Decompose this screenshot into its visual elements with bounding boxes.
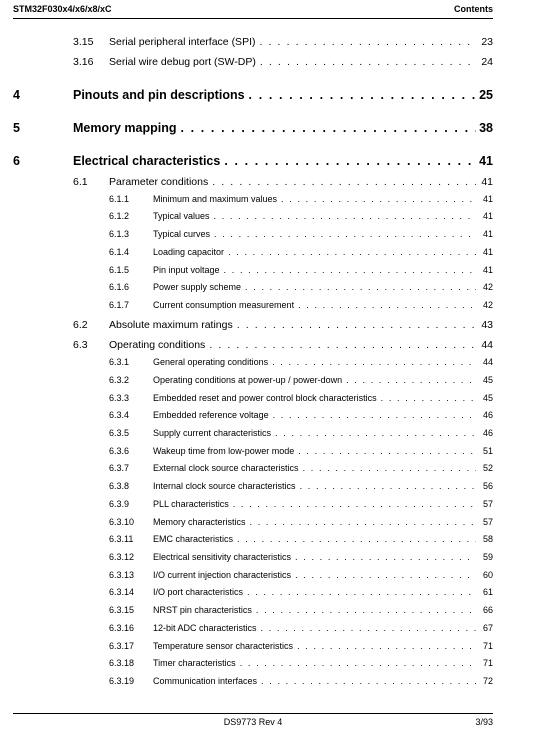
toc-entry[interactable] [0, 229, 534, 243]
dot-leader [298, 300, 476, 310]
toc-entry-page: 46 [482, 428, 493, 438]
toc-entry-number: 3.16 [73, 56, 94, 68]
dot-leader [298, 446, 476, 456]
toc-entry[interactable] [0, 56, 534, 70]
toc-entry-number: 6.3.10 [109, 517, 135, 527]
page-footer [13, 717, 493, 731]
dot-leader [224, 154, 476, 168]
toc-entry-page: 44 [481, 339, 493, 351]
dot-leader [260, 56, 476, 68]
toc-entry-title[interactable]: Pin input voltage [153, 265, 220, 275]
toc-entry-number: 6.3.6 [109, 446, 130, 456]
toc-entry-page: 42 [482, 300, 493, 310]
toc-entry-page: 60 [482, 570, 493, 580]
toc-entry-page: 41 [479, 154, 493, 168]
toc-entry-number: 6.3.4 [109, 410, 130, 420]
toc-entry-title[interactable]: Power supply scheme [153, 282, 242, 292]
toc-entry-page: 46 [482, 410, 493, 420]
dot-leader [295, 552, 476, 562]
dot-leader [346, 375, 476, 385]
toc-entry-page: 41 [482, 265, 493, 275]
toc-entry[interactable] [0, 570, 534, 584]
toc-entry-page: 43 [481, 319, 493, 331]
toc-entry-page: 66 [482, 605, 493, 615]
toc-entry-page: 41 [482, 194, 493, 204]
dot-leader [259, 36, 476, 48]
dot-leader [261, 623, 476, 633]
footer-rule [13, 713, 493, 714]
toc-entry-page: 57 [482, 499, 493, 509]
toc-entry-title[interactable]: Embedded reference voltage [153, 410, 269, 420]
dot-leader [273, 410, 476, 420]
toc-entry-page: 45 [482, 393, 493, 403]
dot-leader [237, 534, 476, 544]
dot-leader [256, 605, 476, 615]
toc-entry-number: 6.1.5 [109, 265, 130, 275]
toc-entry[interactable] [0, 319, 534, 333]
toc-entry-title[interactable]: Communication interfaces [153, 676, 258, 686]
dot-leader [381, 393, 476, 403]
toc-entry-title[interactable]: 12-bit ADC characteristics [153, 623, 257, 633]
toc-entry[interactable] [0, 194, 534, 208]
toc-entry[interactable] [0, 428, 534, 442]
toc-entry-title[interactable]: Operating conditions [109, 339, 206, 351]
toc-entry-number: 6.3.14 [109, 587, 135, 597]
toc-entry[interactable] [0, 154, 534, 168]
dot-leader [233, 499, 476, 509]
toc-entry-title[interactable]: Pinouts and pin descriptions [73, 88, 245, 102]
toc-entry-number: 6.3.12 [109, 552, 135, 562]
dot-leader [261, 676, 476, 686]
toc-entry-title[interactable]: Embedded reset and power control block characteristics [153, 393, 377, 403]
toc-entry[interactable] [0, 481, 534, 495]
toc-entry-number: 6.3.13 [109, 570, 135, 580]
dot-leader [240, 658, 476, 668]
toc-entry-page: 24 [481, 56, 493, 68]
toc-entry-number: 6.1 [73, 176, 88, 188]
toc-entry-title[interactable]: Electrical sensitivity characteristics [153, 552, 292, 562]
toc-entry-title[interactable]: Timer characteristics [153, 658, 236, 668]
toc-entry[interactable] [0, 534, 534, 548]
toc-entry[interactable] [0, 339, 534, 353]
toc-entry-page: 58 [482, 534, 493, 544]
dot-leader [247, 587, 476, 597]
toc-entry-title[interactable]: I/O port characteristics [153, 587, 244, 597]
toc-entry-page: 71 [482, 641, 493, 651]
toc-entry-number: 4 [13, 88, 20, 102]
toc-entry[interactable] [0, 676, 534, 690]
toc-entry-title[interactable]: Internal clock source characteristics [153, 481, 296, 491]
toc-entry[interactable] [0, 393, 534, 407]
toc-entry-title[interactable]: Electrical characteristics [73, 154, 221, 168]
toc-entry-number: 6 [13, 154, 20, 168]
toc-entry-title[interactable]: Operating conditions at power-up / power-down [153, 375, 343, 385]
toc-entry-title[interactable]: External clock source characteristics [153, 463, 299, 473]
toc-entry-page: 44 [482, 357, 493, 367]
dot-leader [275, 428, 476, 438]
toc-entry[interactable] [0, 641, 534, 655]
dot-leader [228, 247, 476, 257]
document-revision: DS9773 Rev 4 [223, 717, 283, 727]
toc-entry-page: 25 [479, 88, 493, 102]
dot-leader [212, 176, 476, 188]
toc-entry-page: 38 [479, 121, 493, 135]
toc-entry[interactable] [0, 211, 534, 225]
dot-leader [297, 641, 476, 651]
toc-entry[interactable] [0, 658, 534, 672]
dot-leader [300, 481, 476, 491]
toc-entry-page: 41 [482, 211, 493, 221]
toc-entry-number: 6.3.2 [109, 375, 130, 385]
dot-leader [272, 357, 476, 367]
toc-entry-page: 41 [482, 229, 493, 239]
toc-entry-title[interactable]: Serial peripheral interface (SPI) [109, 36, 256, 48]
toc-entry-title[interactable]: Serial wire debug port (SW-DP) [109, 56, 256, 68]
dot-leader [295, 570, 476, 580]
toc-entry[interactable] [0, 446, 534, 460]
toc-entry-title[interactable]: Wakeup time from low-power mode [153, 446, 295, 456]
dot-leader [245, 282, 476, 292]
toc-entry-page: 51 [482, 446, 493, 456]
toc-entry-page: 41 [482, 247, 493, 257]
toc-entry-page: 41 [481, 176, 493, 188]
toc-entry[interactable] [0, 176, 534, 190]
dot-leader [237, 319, 476, 331]
toc-entry-number: 6.3.9 [109, 499, 130, 509]
dot-leader [214, 211, 476, 221]
toc-entry[interactable] [0, 499, 534, 513]
toc-entry-title[interactable]: Current consumption measurement [153, 300, 295, 310]
dot-leader [303, 463, 476, 473]
toc-entry-page: 72 [482, 676, 493, 686]
toc-entry[interactable] [0, 247, 534, 261]
dot-leader [214, 229, 476, 239]
page-number: 3/93 [475, 717, 493, 727]
toc-entry-number: 6.3.19 [109, 676, 135, 686]
toc-entry[interactable] [0, 463, 534, 477]
toc-entry-number: 6.1.4 [109, 247, 130, 257]
toc-entry[interactable] [0, 300, 534, 314]
toc-entry-page: 23 [481, 36, 493, 48]
dot-leader [181, 121, 477, 135]
toc-entry-page: 61 [482, 587, 493, 597]
toc-entry-title[interactable]: Memory mapping [73, 121, 177, 135]
toc-entry[interactable] [0, 265, 534, 279]
toc-entry-number: 6.3.1 [109, 357, 130, 367]
toc-entry-number: 6.3.3 [109, 393, 130, 403]
toc-entry-number: 6.3.7 [109, 463, 130, 473]
toc-entry[interactable] [0, 587, 534, 601]
toc-entry-page: 67 [482, 623, 493, 633]
toc-entry[interactable] [0, 517, 534, 531]
toc-entry-title[interactable]: I/O current injection characteristics [153, 570, 292, 580]
toc-entry[interactable] [0, 36, 534, 50]
toc-entry-number: 6.1.2 [109, 211, 130, 221]
toc-entry-title[interactable]: Parameter conditions [109, 176, 209, 188]
toc-entry-page: 57 [482, 517, 493, 527]
dot-leader [249, 88, 476, 102]
toc-entry-number: 6.3 [73, 339, 88, 351]
toc-entry-number: 6.3.11 [109, 534, 134, 544]
toc-entry-number: 6.3.18 [109, 658, 135, 668]
toc-entry-number: 6.3.17 [109, 641, 135, 651]
toc-entry[interactable] [0, 121, 534, 135]
toc-entry-title[interactable]: Minimum and maximum values [153, 194, 278, 204]
toc-entry-page: 59 [482, 552, 493, 562]
toc-entry[interactable] [0, 410, 534, 424]
toc-entry[interactable] [0, 623, 534, 637]
toc-entry-title[interactable]: Loading capacitor [153, 247, 225, 257]
toc-entry-number: 6.1.3 [109, 229, 130, 239]
toc-entry-number: 3.15 [73, 36, 94, 48]
dot-leader [281, 194, 476, 204]
toc-entry[interactable] [0, 88, 534, 102]
toc-entry-title[interactable]: Memory characteristics [153, 517, 246, 527]
toc-entry[interactable] [0, 357, 534, 371]
toc-entry-title[interactable]: Typical values [153, 211, 210, 221]
toc-entry-number: 6.3.8 [109, 481, 130, 491]
toc-entry[interactable] [0, 375, 534, 389]
toc-entry-number: 6.3.5 [109, 428, 130, 438]
toc-entry-title[interactable]: NRST pin characteristics [153, 605, 252, 615]
toc-entry[interactable] [0, 605, 534, 619]
dot-leader [224, 265, 476, 275]
toc-entry-page: 52 [482, 463, 493, 473]
toc-entry-title[interactable]: PLL characteristics [153, 499, 229, 509]
toc-entry-title[interactable]: EMC characteristics [153, 534, 234, 544]
toc-entry-number: 6.3.15 [109, 605, 135, 615]
dot-leader [250, 517, 476, 527]
toc-entry-page: 42 [482, 282, 493, 292]
document-title: STM32F030x4/x6/x8/xC [13, 4, 112, 14]
toc-entry-page: 45 [482, 375, 493, 385]
toc-entry-title[interactable]: Supply current characteristics [153, 428, 272, 438]
toc-entry-title[interactable]: Typical curves [153, 229, 211, 239]
toc-entry-number: 5 [13, 121, 20, 135]
toc-entry-title[interactable]: Temperature sensor characteristics [153, 641, 294, 651]
toc-entry[interactable] [0, 552, 534, 566]
toc-entry-title[interactable]: Absolute maximum ratings [109, 319, 233, 331]
dot-leader [209, 339, 476, 351]
toc-entry-number: 6.2 [73, 319, 88, 331]
toc-entry-page: 56 [482, 481, 493, 491]
toc-entry-number: 6.1.7 [109, 300, 130, 310]
toc-entry-number: 6.1.6 [109, 282, 130, 292]
toc-entry-number: 6.1.1 [109, 194, 130, 204]
section-title: Contents [454, 4, 493, 14]
toc-entry-number: 6.3.16 [109, 623, 135, 633]
toc-entry-page: 71 [482, 658, 493, 668]
toc-entry[interactable] [0, 282, 534, 296]
toc-entry-title[interactable]: General operating conditions [153, 357, 269, 367]
